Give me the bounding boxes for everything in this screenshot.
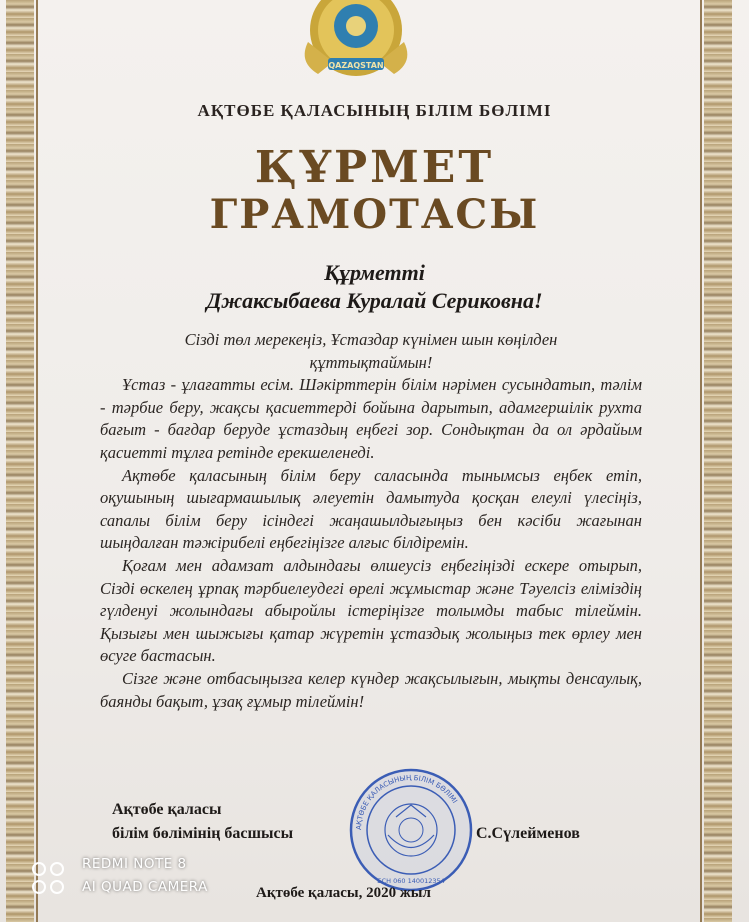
- place-and-year: Ақтөбе қаласы, 2020 жыл: [256, 885, 431, 901]
- watermark-camera: AI QUAD CAMERA: [82, 879, 208, 895]
- recipient-name: Джаксыбаева Куралай Сериковна!: [206, 288, 543, 313]
- signer-org-line1: Ақтөбе қаласы: [112, 801, 222, 818]
- certificate-title-line1: ҚҰРМЕТ: [254, 142, 495, 193]
- certificate-title-line2: ГРАМОТАСЫ: [209, 191, 540, 238]
- svg-text:АҚТӨБЕ ҚАЛАСЫНЫҢ БІЛІМ БӨЛІМІ: АҚТӨБЕ ҚАЛАСЫНЫҢ БІЛІМ БӨЛІМІ: [354, 773, 459, 831]
- greeting-salutation: Құрметті: [324, 260, 425, 285]
- body-paragraph-2: Ұстаз - ұлағатты есім. Шәкірттерін білім нәрімен сусындатып, тәлім - тәрбие беру, жақсы қасиеттерді бойына дарытып, адамгершілік рухта бағыт - бағдар беруде ұстаздың еңбегі зор. Сондықтан да ол әрдайым қасиетті тұлға ретінде ерекшеленеді.: [100, 375, 642, 462]
- ornamental-border-right: [704, 0, 732, 922]
- signer-name: С.Сүлейменов: [476, 825, 580, 842]
- signer-org-line2: білім бөлімінің басшысы: [112, 825, 294, 842]
- redmi-camera-logo-icon: [30, 860, 70, 896]
- body-paragraph-1a: Сізді төл мерекеңіз, Ұстаздар күнімен шын көңілден: [184, 330, 558, 349]
- body-paragraph-5: Сізге және отбасыңызға келер күндер жақсылығын, мықты денсаулық, баянды бақыт, ұзақ ғұмыр тілеймін!: [100, 668, 642, 711]
- svg-text:QAZAQSTAN: QAZAQSTAN: [328, 61, 384, 70]
- body-paragraph-1b: құттықтаймын!: [309, 352, 433, 372]
- body-paragraph-3: Ақтөбе қаласының білім беру саласында тынымсыз еңбек етіп, оқушының шығармашылық әлеуетін дамытуда қосқан елеулі үлесіңіз, сапалы білім беру ісіндегі жаңашылдығыңыз бен кәсіби жағынан шыңдалған тәжірибелі еңбегіңізге алғыс білдіремін.: [100, 465, 642, 553]
- official-round-stamp-icon: [346, 765, 476, 895]
- svg-text:БСН 060 140012354: БСН 060 140012354: [377, 877, 445, 885]
- issuing-department: АҚТӨБЕ ҚАЛАСЫНЫҢ БІЛІМ БӨЛІМІ: [197, 101, 552, 120]
- body-paragraph-4: Қоғам мен адамзат алдындағы өлшеусіз еңбегіңізді ескере отырып, Сізді өскелең ұрпақ тәрбиелеудегі өрелі жұмыстар және Тәуелсіз еліміздің гүлденуі жолындағы абыройлы істеріңізге толымды табыс тілеймін. Қызығы мен шыжығы қатар жүретін ұстаздық жолыңыз тек өрлеу мен өсуге бастасын.: [100, 555, 642, 666]
- watermark-device: REDMI NOTE 8: [82, 856, 187, 872]
- certificate-body: [100, 329, 642, 713]
- ornamental-border-left: [6, 0, 34, 922]
- kazakhstan-emblem-icon: [288, 0, 424, 80]
